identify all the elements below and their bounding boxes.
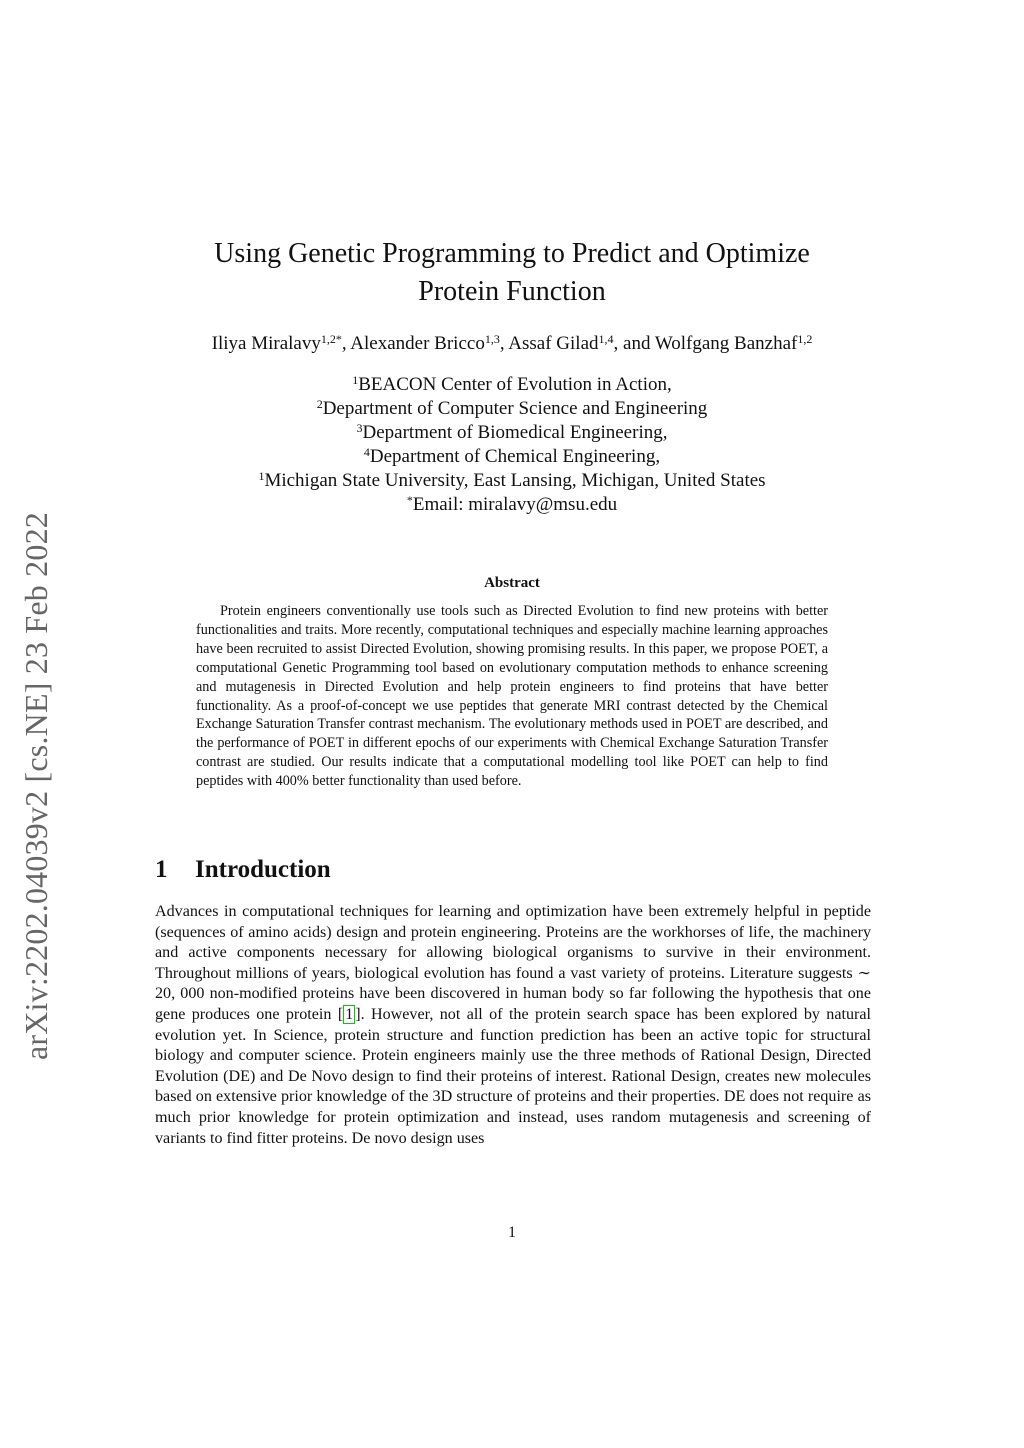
affiliation-mark: 2 — [316, 397, 323, 411]
affiliation-mark: 1 — [258, 469, 265, 483]
introduction-paragraph: Advances in computational techniques for learning and optimization have been extremely helpful in peptide (sequences of amino acids) design and protein engineering. Proteins are the workhorses of life, the machinery and active components necessary for allowing biological organisms to survive in their environment. Throughout millions of years, biological evolution has found a vast variety of proteins. Literature suggests ∼ 20, 000 non-modified proteins have been discovered in human body so far following the hypothesis that one gene produces one protein [ 1 ]. However, not all of the protein search space has been explored by natural evolution yet. In Science, protein structure and function prediction has been an active topic for structural biology and computer science. Protein engineers mainly use the three methods of Rational Design, Directed Evolution (DE) and De Novo design to find their proteins of interest. Rational Design, creates new molecules based on extensive prior knowledge of the 3D structure of proteins and their properties. DE does not require as much prior knowledge for protein optimization and instead, uses random mutagenesis and screening of variants to find fitter proteins. De novo design uses — [155, 903, 871, 1147]
section-title: Introduction — [195, 856, 331, 883]
author-affiliation-mark: 1,2 — [797, 332, 813, 346]
affiliation-text: Department of Computer Science and Engineering — [322, 398, 708, 419]
affiliation-text: Department of Chemical Engineering, — [369, 446, 661, 467]
section-heading-introduction — [155, 856, 331, 884]
author-name: Iliya Miralavy — [211, 333, 321, 354]
abstract-text: Protein engineers conventionally use tools such as Directed Evolution to find new proteins with better functionalities and traits. More recently, computational techniques and especially machine learning approaches have been recruited to assist Directed Evolution, showing promising results. In this paper, we propose POET, a computational Genetic Programming tool based on evolutionary computation methods to enhance screening and mutagenesis in Directed Evolution and help protein engineers to find proteins that have better functionality. As a proof-of-concept we use peptides that generate MRI contrast detected by the Chemical Exchange Saturation Transfer contrast mechanism. The evolutionary methods used in POET are described, and the performance of POET in different epochs of our experiments with Chemical Exchange Saturation Transfer contrast are studied. Our results indicate that a computational modelling tool like POET can help to find peptides with 400% better functionality than used before. — [196, 603, 828, 790]
author-affiliation-mark: 1,3 — [484, 332, 500, 346]
affiliation-line — [150, 397, 874, 421]
affiliation-mark: 3 — [356, 421, 363, 435]
corresponding-author-mark: * — [406, 493, 413, 507]
author-affiliation-mark: 1,4 — [598, 332, 614, 346]
citation-link[interactable]: 1 — [345, 1005, 354, 1023]
contact-email: Email: miralavy@msu.edu — [412, 494, 618, 515]
author-name: Alexander Bricco — [350, 333, 485, 354]
paper-title — [150, 235, 874, 311]
author-name: Wolfgang Banzhaf — [654, 333, 798, 354]
affiliation-list — [150, 373, 874, 517]
arxiv-identifier-stamp: arXiv:2202.04039v2 [cs.NE] 23 Feb 2022 — [18, 512, 54, 1060]
affiliation-line — [150, 421, 874, 445]
introduction-text-part-1: Advances in computational techniques for learning and optimization have been extremely helpful in peptide (sequences of amino acids) design and protein engineering. Proteins are the workhorses of life, the machinery and active components necessary for allowing biological organisms to survive in their environment. Throughout millions of years, biological evolution has found a vast variety of proteins. Literature suggests ∼ 20, 000 non-modified proteins have been discovered in human body so far following the hypothesis that one gene produces one protein — [155, 903, 871, 1023]
affiliation-text: BEACON Center of Evolution in Action, — [358, 374, 672, 395]
affiliation-text: Department of Biomedical Engineering, — [362, 422, 668, 443]
page-number: 1 — [508, 1224, 516, 1241]
section-number: 1 — [155, 856, 168, 883]
author-name: Assaf Gilad — [508, 333, 599, 354]
introduction-text-part-2: . However, not all of the protein search space has been explored by natural evolution yet. In Science, protein structure and function prediction has been an active topic for structural biology and computer science. Protein engineers mainly use the three methods of Rational Design, Directed Evolution (DE) and De Novo design to find their proteins of interest. Rational Design, creates new molecules based on extensive prior knowledge of the 3D structure of proteins and their properties. DE does not require as much prior knowledge for protein optimization and instead, uses random mutagenesis and screening of variants to find fitter proteins. De novo design uses — [155, 1005, 871, 1147]
author-separator: , and — [613, 333, 655, 354]
author-list — [120, 332, 904, 356]
contact-email-line — [150, 493, 874, 517]
author-separator: , — [341, 333, 351, 354]
affiliation-mark: 1 — [352, 373, 359, 387]
title-line-2: Protein Function — [418, 276, 606, 307]
affiliation-line — [150, 445, 874, 469]
affiliation-mark: 4 — [363, 445, 370, 459]
affiliation-text: Michigan State University, East Lansing, Michigan, United States — [264, 470, 766, 491]
affiliation-line — [150, 373, 874, 397]
author-affiliation-mark: 1,2* — [320, 332, 342, 346]
affiliation-line — [150, 469, 874, 493]
title-line-1: Using Genetic Programming to Predict and Optimize — [214, 238, 810, 269]
author-separator: , — [499, 333, 509, 354]
abstract-heading: Abstract — [484, 575, 540, 591]
